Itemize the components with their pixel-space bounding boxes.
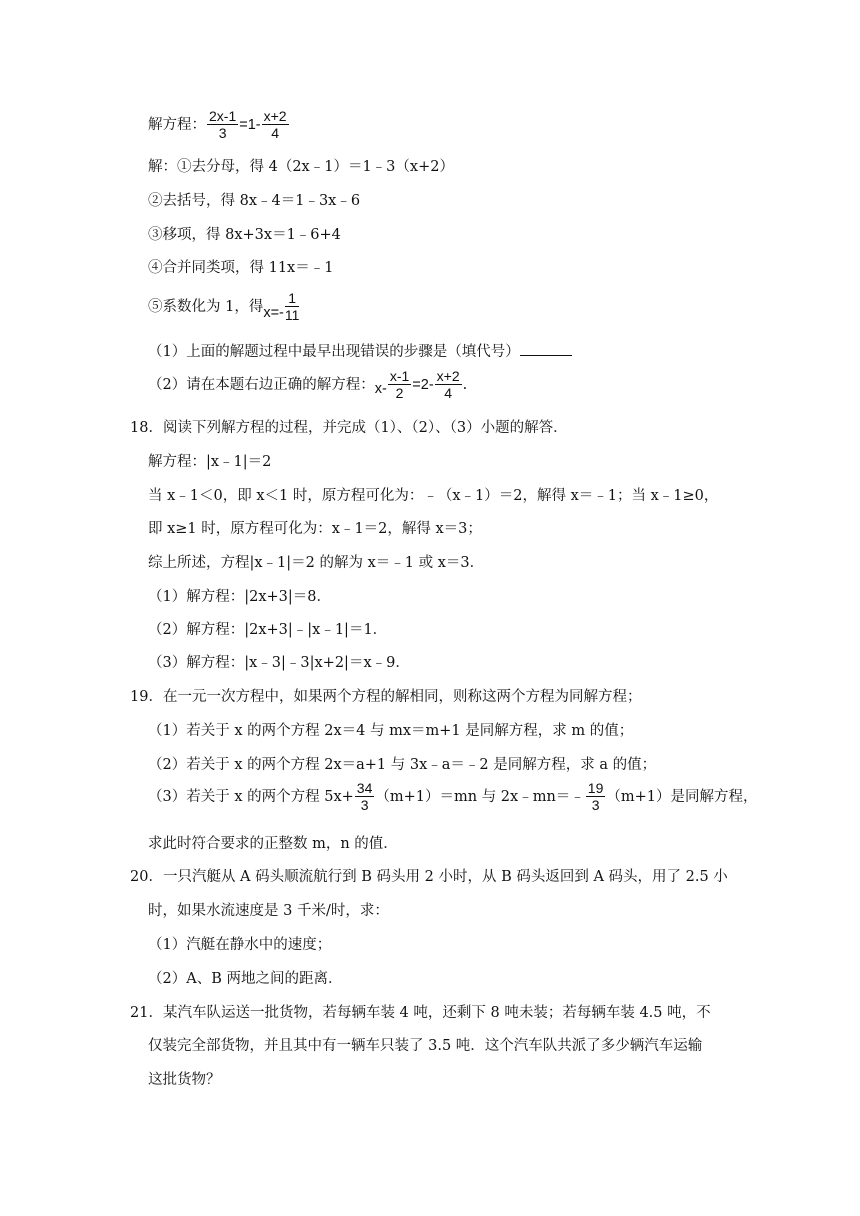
p19-question-3: （3）若关于 x 的两个方程 5x+ $\frac{34}{3}$ （m+1）＝mn 与 2x﹣mn＝﹣ $\frac{19}{3}$ （m+1）是同解方程， bbox=[148, 780, 758, 813]
p19-question-3-line-2: 求此时符合要求的正整数 m，n 的值． bbox=[148, 836, 398, 852]
p18-question-1: （1）解方程：|2x+3|＝8． bbox=[148, 589, 331, 605]
p17-equation-label: 解方程： bbox=[148, 117, 206, 133]
p20-line-1: 20．一只汽艇从 A 码头顺流航行到 B 码头用 2 小时，从 B 码头返回到 A 码头，用了 2.5 小 bbox=[130, 869, 728, 885]
p17-step-2: ②去括号，得 8x﹣4＝1﹣3x﹣6 bbox=[148, 193, 361, 209]
p20-question-1: （1）汽艇在静水中的速度； bbox=[148, 937, 332, 953]
p21-line-3: 这批货物？ bbox=[148, 1072, 221, 1088]
p20-question-2: （2）A、B 两地之间的距离． bbox=[148, 971, 343, 987]
fraction: $\frac{1}{11}$ bbox=[284, 290, 300, 323]
p19-question-2: （2）若关于 x 的两个方程 2x＝a+1 与 3x﹣a＝﹣2 是同解方程，求 a 的值； bbox=[148, 757, 657, 773]
p21-line-1: 21．某汽车队运送一批货物，若每辆车装 4 吨，还剩下 8 吨未装；若每辆车装 4.5 吨，不 bbox=[130, 1005, 711, 1021]
p17-step-5: ⑤系数化为 1，得x=- $\frac{1}{11}$ bbox=[148, 290, 300, 323]
fraction: $\frac{2x-1}{3}$ bbox=[209, 108, 237, 141]
p17-question-1: （1）上面的解题过程中最早出现错误的步骤是（填代号） bbox=[148, 341, 572, 362]
p18-line-3: 即 x≥1 时，原方程可化为：x﹣1＝2，解得 x＝3； bbox=[148, 521, 482, 537]
p20-line-2: 时，如果水流速度是 3 千米/时，求： bbox=[148, 903, 389, 919]
p18-question-2: （2）解方程：|2x+3|﹣|x﹣1|＝1． bbox=[148, 622, 388, 638]
p17-step-1: 解：①去分母，得 4（2x﹣1）＝1﹣3（x+2） bbox=[148, 159, 454, 175]
p19-title: 19．在一元一次方程中，如果两个方程的解相同，则称这两个方程为同解方程； bbox=[130, 689, 642, 705]
p18-question-3: （3）解方程：|x﹣3|﹣3|x+2|＝x﹣9． bbox=[148, 655, 410, 671]
p17-equation: 解方程： $\frac{2x-1}{3}$ =1- $\frac{x+2}{4}$ bbox=[148, 108, 287, 141]
fraction: $\frac{x+2}{4}$ bbox=[263, 108, 287, 141]
p18-line-1: 解方程：|x﹣1|＝2 bbox=[148, 454, 272, 470]
fraction: $\frac{19}{3}$ bbox=[587, 780, 604, 813]
p18-line-4: 综上所述，方程|x﹣1|＝2 的解为 x＝﹣1 或 x＝3． bbox=[148, 555, 485, 571]
p21-line-2: 仅装完全部货物，并且其中有一辆车只装了 3.5 吨．这个汽车队共派了多少辆汽车运输 bbox=[148, 1038, 703, 1054]
answer-blank[interactable] bbox=[520, 341, 572, 356]
p19-question-1: （1）若关于 x 的两个方程 2x＝4 与 mx＝m+1 是同解方程，求 m 的值； bbox=[148, 723, 634, 739]
fraction: $\frac{34}{3}$ bbox=[356, 780, 373, 813]
fraction: $\frac{x-1}{2}$ bbox=[389, 368, 410, 401]
p18-line-2: 当 x﹣1＜0，即 x＜1 时，原方程可化为：﹣（x﹣1）＝2，解得 x＝﹣1；当 x﹣1≥0， bbox=[148, 488, 719, 504]
p17-question-2: （2）请在本题右边正确的解方程：x- $\frac{x-1}{2}$ =2- $\frac{x+2}{4}$ . bbox=[148, 368, 468, 401]
p17-step-3: ③移项，得 8x+3x＝1﹣6+4 bbox=[148, 227, 341, 243]
p17-step-4: ④合并同类项，得 11x＝﹣1 bbox=[148, 260, 334, 276]
p18-title: 18．阅读下列解方程的过程，并完成（1）、（2）、（3）小题的解答． bbox=[130, 420, 568, 436]
fraction: $\frac{x+2}{4}$ bbox=[436, 368, 460, 401]
